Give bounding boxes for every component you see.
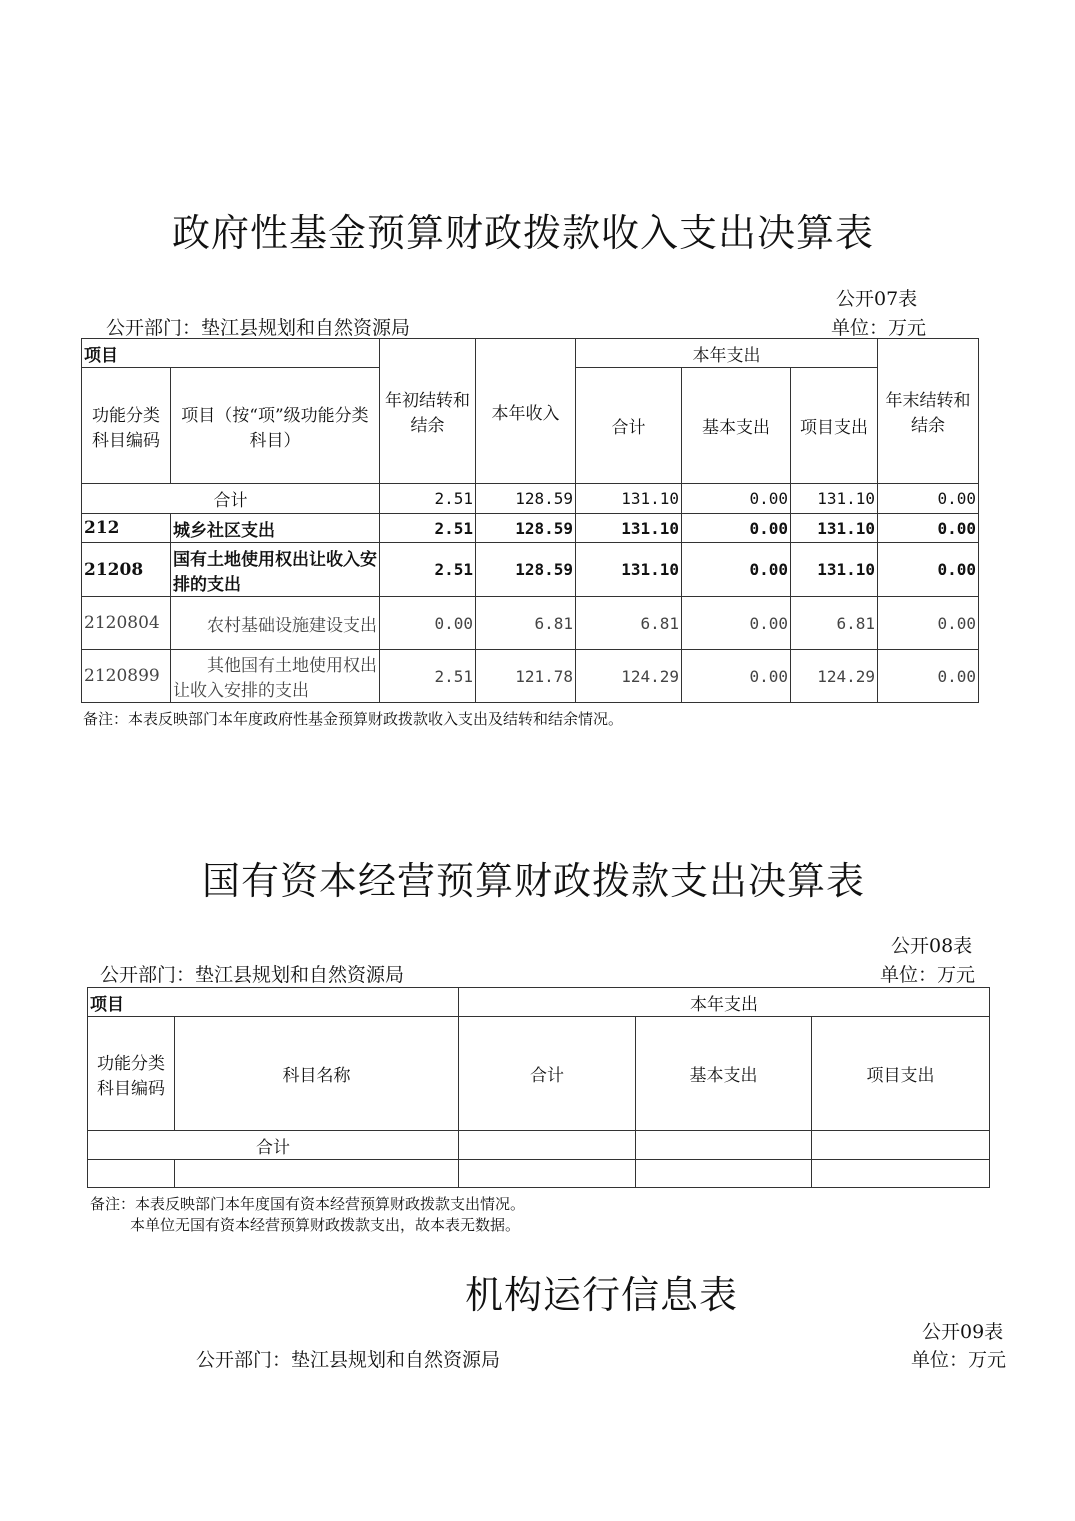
table-row bbox=[82, 650, 979, 703]
row-begin: 2.51 bbox=[380, 514, 476, 543]
t08-total-basic bbox=[636, 1131, 812, 1160]
t08-header-total: 合计 bbox=[459, 1017, 636, 1131]
t08-total-label: 合计 bbox=[88, 1131, 459, 1160]
row-basic: 0.00 bbox=[682, 650, 791, 703]
t07-title: 政府性基金预算财政拨款收入支出决算表 bbox=[172, 211, 875, 255]
row-income: 121.78 bbox=[476, 650, 576, 703]
row-total bbox=[459, 1160, 636, 1188]
t07-total-basic: 0.00 bbox=[682, 484, 791, 514]
table-row bbox=[82, 597, 979, 650]
t08-header-expense: 本年支出 bbox=[459, 988, 990, 1017]
row-total: 131.10 bbox=[576, 543, 682, 597]
row-begin: 2.51 bbox=[380, 543, 476, 597]
t07-header-basic: 基本支出 bbox=[682, 368, 791, 484]
row-name: 城乡社区支出 bbox=[171, 514, 380, 543]
t07-total-total: 131.10 bbox=[576, 484, 682, 514]
t07-header-item: 项目 bbox=[82, 339, 380, 368]
t09-dept: 公开部门：垫江县规划和自然资源局 bbox=[196, 1349, 501, 1371]
row-total: 131.10 bbox=[576, 514, 682, 543]
row-code: 212 bbox=[82, 514, 171, 543]
t07-dept: 公开部门：垫江县规划和自然资源局 bbox=[106, 317, 411, 339]
t08-dept: 公开部门：垫江县规划和自然资源局 bbox=[100, 964, 405, 986]
row-basic: 0.00 bbox=[682, 597, 791, 650]
row-name: 其他国有土地使用权出让收入安排的支出 bbox=[171, 650, 380, 703]
t08-header-basic: 基本支出 bbox=[636, 1017, 812, 1131]
row-project: 124.29 bbox=[791, 650, 878, 703]
t08-header-name: 科目名称 bbox=[175, 1017, 459, 1131]
t08-header-code: 功能分类科目编码 bbox=[88, 1017, 175, 1131]
t07-total-begin: 2.51 bbox=[380, 484, 476, 514]
t07-total-label: 合计 bbox=[82, 484, 380, 514]
t07-header-end: 年末结转和结余 bbox=[878, 339, 979, 484]
row-code bbox=[88, 1160, 175, 1188]
row-code: 2120804 bbox=[82, 597, 171, 650]
t07-total-end: 0.00 bbox=[878, 484, 979, 514]
row-name: 农村基础设施建设支出 bbox=[171, 597, 380, 650]
row-begin: 2.51 bbox=[380, 650, 476, 703]
row-end: 0.00 bbox=[878, 543, 979, 597]
t07-header-project: 项目支出 bbox=[791, 368, 878, 484]
table-row bbox=[88, 1160, 990, 1188]
t08-total-project bbox=[812, 1131, 990, 1160]
t07-total-project: 131.10 bbox=[791, 484, 878, 514]
row-basic: 0.00 bbox=[682, 543, 791, 597]
table-row bbox=[82, 543, 979, 597]
t08-note: 备注：本表反映部门本年度国有资本经营预算财政拨款支出情况。 bbox=[90, 1195, 526, 1213]
row-project: 131.10 bbox=[791, 514, 878, 543]
row-begin: 0.00 bbox=[380, 597, 476, 650]
row-income: 128.59 bbox=[476, 543, 576, 597]
t08-table bbox=[87, 987, 990, 1188]
t08-table-no: 公开08表 bbox=[891, 935, 973, 957]
t09-table-no: 公开09表 bbox=[922, 1321, 1004, 1343]
t07-header-begin: 年初结转和结余 bbox=[380, 339, 476, 484]
t08-header-item: 项目 bbox=[88, 988, 459, 1017]
t08-total-row bbox=[88, 1131, 990, 1160]
t09-title: 机构运行信息表 bbox=[465, 1273, 739, 1317]
t07-note: 备注：本表反映部门本年度政府性基金预算财政拨款收入支出及结转和结余情况。 bbox=[83, 710, 624, 728]
row-end: 0.00 bbox=[878, 597, 979, 650]
t09-unit: 单位：万元 bbox=[911, 1349, 1007, 1371]
row-end: 0.00 bbox=[878, 514, 979, 543]
table-row bbox=[82, 514, 979, 543]
t07-header-name: 项目（按“项”级功能分类科目） bbox=[171, 368, 380, 484]
t07-unit: 单位：万元 bbox=[831, 317, 927, 339]
row-name: 国有土地使用权出让收入安排的支出 bbox=[171, 543, 380, 597]
row-name bbox=[175, 1160, 459, 1188]
row-code: 21208 bbox=[82, 543, 171, 597]
row-end: 0.00 bbox=[878, 650, 979, 703]
t08-unit: 单位：万元 bbox=[880, 964, 976, 986]
row-basic: 0.00 bbox=[682, 514, 791, 543]
row-project: 6.81 bbox=[791, 597, 878, 650]
t07-total-row bbox=[82, 484, 979, 514]
row-income: 6.81 bbox=[476, 597, 576, 650]
row-project bbox=[812, 1160, 990, 1188]
t07-table bbox=[81, 338, 979, 703]
t07-header-code: 功能分类科目编码 bbox=[82, 368, 171, 484]
t07-total-income: 128.59 bbox=[476, 484, 576, 514]
row-income: 128.59 bbox=[476, 514, 576, 543]
t07-header-total: 合计 bbox=[576, 368, 682, 484]
t07-table-no: 公开07表 bbox=[836, 288, 918, 310]
row-project: 131.10 bbox=[791, 543, 878, 597]
row-total: 6.81 bbox=[576, 597, 682, 650]
t08-total-total bbox=[459, 1131, 636, 1160]
t07-header-income: 本年收入 bbox=[476, 339, 576, 484]
row-total: 124.29 bbox=[576, 650, 682, 703]
t08-title: 国有资本经营预算财政拨款支出决算表 bbox=[202, 859, 866, 903]
t08-header-project: 项目支出 bbox=[812, 1017, 990, 1131]
row-basic bbox=[636, 1160, 812, 1188]
t08-note-2: 本单位无国有资本经营预算财政拨款支出，故本表无数据。 bbox=[130, 1216, 521, 1234]
row-code: 2120899 bbox=[82, 650, 171, 703]
t07-header-expense: 本年支出 bbox=[576, 339, 878, 368]
